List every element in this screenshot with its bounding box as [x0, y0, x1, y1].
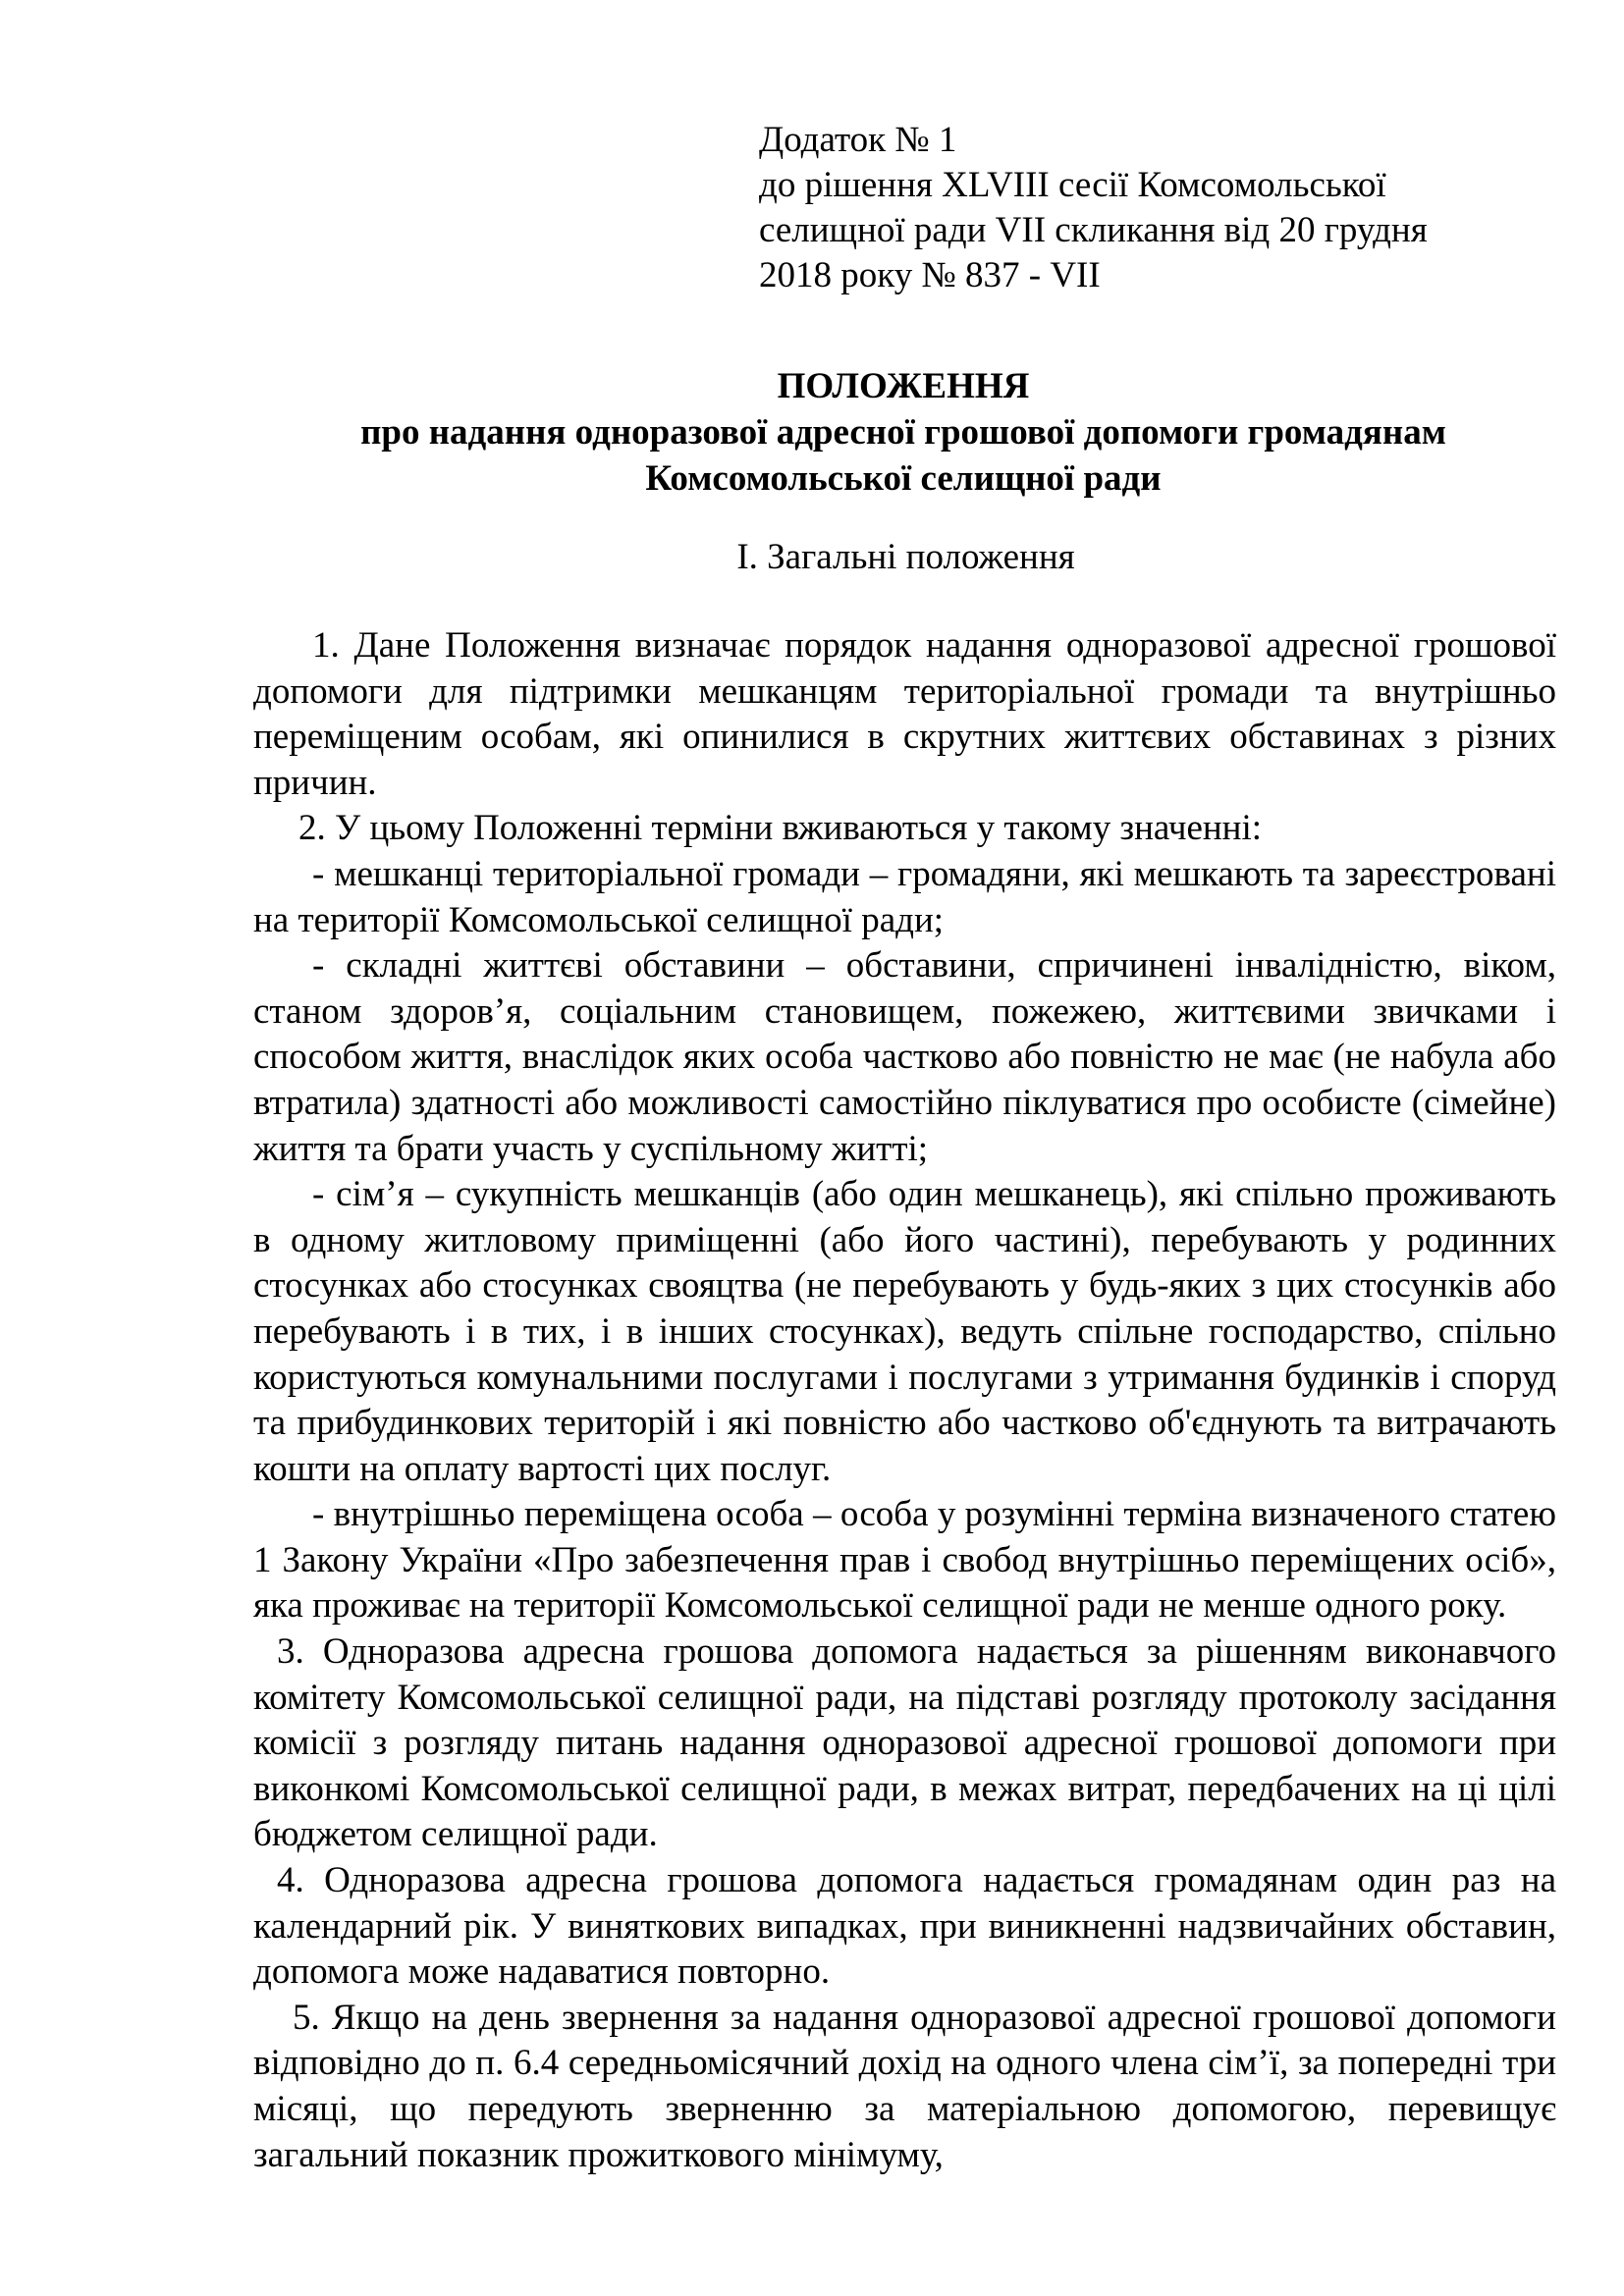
definition-difficult-circumstances: - складні життєві обставини – обставини, спричинені інвалідністю, віком, станом здоров’я, соціальним становищем, пожежею, життєвими звичками і способом життя, внаслідок яких особа частково або повністю не має (не набула або втратила) здатності або можливості самостійно піклуватися про особисте (сімейне) життя та брати участь у суспільному житті;: [253, 945, 1556, 1169]
title-subtitle-line-2: Комсомольської селищної ради: [645, 458, 1162, 499]
section-heading: I. Загальні положення: [736, 537, 1075, 577]
paragraph-5: 5. Якщо на день звернення за надання одноразової адресної грошової допомоги відповідно до п. 6.4 середньомісячний дохід на одного члена сім’ї, за попередні три місяці, що передують зверненню за матеріальною допомогою, перевищує загальний показник прожиткового мінімуму,: [253, 1997, 1556, 2175]
paragraph-2: 2. У цьому Положенні терміни вживаються у такому значенні:: [298, 808, 1263, 849]
definition-displaced-person: - внутрішньо переміщена особа – особа у розумінні терміна визначеного статею 1 Закону України «Про забезпечення прав і свобод внутрішньо переміщених осіб», яка проживає на території Комсомольської селищної ради не менше одного року.: [253, 1494, 1556, 1627]
appendix-line-3: селищної ради VII скликання від 20 грудня: [759, 210, 1428, 250]
appendix-line-1: Додаток № 1: [759, 120, 957, 160]
paragraph-4: 4. Одноразова адресна грошова допомога надається громадянам один раз на календарний рік. У виняткових випадках, при виникненні надзвичайних обставин, допомога може надаватися повторно.: [253, 1860, 1556, 1993]
paragraph-1: 1. Дане Положення визначає порядок надання одноразової адресної грошової допомоги для підтримки мешканцям територіальної громади та внутрішньо переміщеним особам, які опинилися в скрутних життєвих обставинах з різних причин.: [253, 625, 1556, 803]
definition-family: - сім’я – сукупність мешканців (або один мешканець), які спільно проживають в одному житловому приміщенні (або його частині), перебувають у родинних стосунках або стосунках свояцтва (не перебувають у будь-яких з цих стосунків або перебувають і в тих, і в інших стосунках), ведуть спільне господарство, спільно користуються комунальними послугами і послугами з утримання будинків і споруд та прибудинкових територій і які повністю або частково об'єднують та витрачають кошти на оплату вартості цих послуг.: [253, 1174, 1556, 1489]
document-title: [147, 363, 1624, 502]
title-main: ПОЛОЖЕННЯ: [777, 366, 1030, 406]
paragraph-3: 3. Одноразова адресна грошова допомога надається за рішенням виконавчого комітету Комсомольської селищної ради, на підставі розгляду протоколу засідання комісії з розгляду питань надання одноразової адресної грошової допомоги при виконкомі Комсомольської селищної ради, в межах витрат, передбачених на ці цілі бюджетом селищної ради.: [253, 1631, 1556, 1855]
title-subtitle-line-1: про надання одноразової адресної грошової допомоги громадянам: [360, 412, 1446, 453]
appendix-header: [759, 118, 1574, 298]
definition-residents: - мешканці територіальної громади – громадяни, які мешкають та зареєстровані на території Комсомольської селищної ради;: [253, 853, 1556, 940]
appendix-line-2: до рішення XLVIII сесії Комсомольської: [759, 165, 1386, 205]
document-body: [253, 623, 1556, 2178]
appendix-line-4: 2018 року № 837 - VII: [759, 255, 1101, 295]
